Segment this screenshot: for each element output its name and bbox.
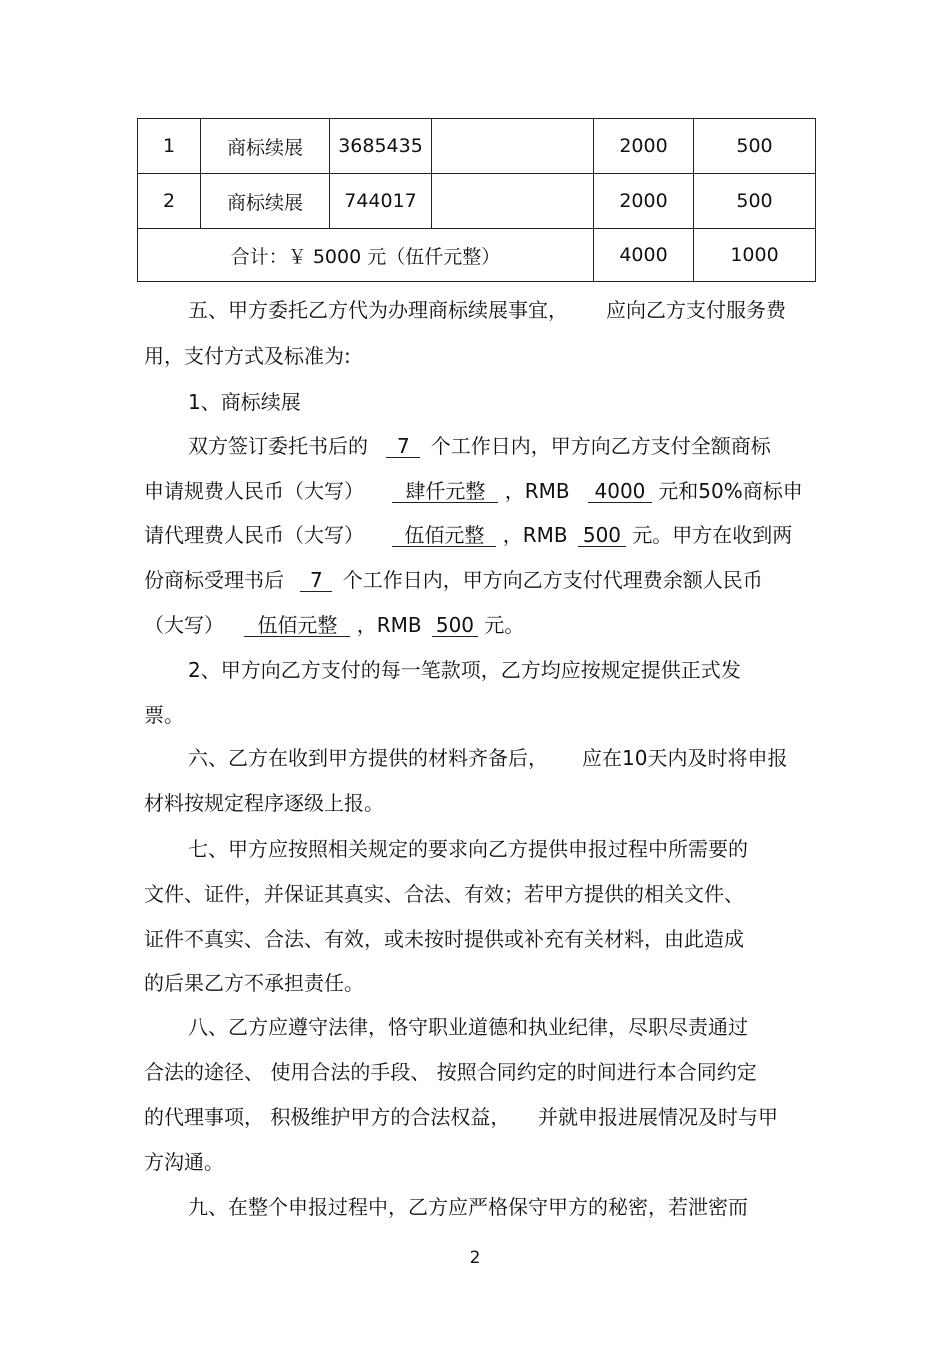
text-line: 合法的途径、 使用合法的手段、 按照合同约定的时间进行本合同约定 bbox=[144, 1060, 757, 1084]
table-total-row bbox=[138, 229, 816, 282]
text-run: 个工作日内，甲方向乙方支付代理费余额人民币 bbox=[342, 568, 763, 592]
text-run: 份商标受理书后 bbox=[144, 568, 284, 592]
text-line: 应向乙方支付服务费 bbox=[606, 298, 786, 322]
text-line: 五、甲方委托乙方代为办理商标续展事宜， bbox=[188, 298, 568, 322]
text-line: 票。 bbox=[144, 703, 184, 727]
cell-service-fee: 500 bbox=[694, 119, 816, 174]
cell-reg-no: 744017 bbox=[330, 174, 432, 229]
text-run: ，RMB bbox=[504, 479, 570, 503]
filled-blank-balance-words: 伍佰元整 bbox=[244, 614, 350, 637]
text-run: （大写） bbox=[144, 613, 224, 637]
text-line: 并就申报进展情况及时与甲 bbox=[538, 1105, 778, 1129]
filled-blank-fee-amount: 4000 bbox=[588, 480, 652, 503]
text-run: 元。甲方在收到两 bbox=[632, 523, 793, 547]
text-line: 文件、证件，并保证其真实、合法、有效；若甲方提供的相关文件、 bbox=[144, 882, 744, 906]
filled-blank-balance-amount: 500 bbox=[432, 614, 478, 637]
cell-blank bbox=[432, 119, 594, 174]
cell-no: 1 bbox=[138, 119, 201, 174]
text-line bbox=[144, 613, 524, 637]
text-run: 请代理费人民币（大写） bbox=[144, 523, 364, 547]
text-line: 材料按规定程序逐级上报。 bbox=[144, 791, 384, 815]
text-line bbox=[144, 568, 763, 592]
cell-reg-no: 3685435 bbox=[330, 119, 432, 174]
text-line: 证件不真实、合法、有效，或未按时提供或补充有关材料，由此造成 bbox=[144, 927, 744, 951]
filled-blank-service-amount: 500 bbox=[578, 524, 626, 547]
filled-blank-service-words: 伍佰元整 bbox=[392, 524, 496, 547]
cell-total-service-fee: 1000 bbox=[694, 229, 816, 282]
cell-item: 商标续展 bbox=[201, 119, 330, 174]
text-line bbox=[144, 523, 792, 547]
text-line: 2、甲方向乙方支付的每一笔款项，乙方均应按规定提供正式发 bbox=[188, 658, 741, 682]
filled-blank-fee-words: 肆仟元整 bbox=[392, 480, 498, 503]
text-line: 的代理事项， 积极维护甲方的合法权益， bbox=[144, 1105, 511, 1129]
text-run: 个工作日内，甲方向乙方支付全额商标 bbox=[430, 434, 771, 458]
text-run: ，RMB bbox=[356, 613, 422, 637]
cell-total-official-fee: 4000 bbox=[594, 229, 694, 282]
text-line: 方沟通。 bbox=[144, 1150, 224, 1174]
text-line bbox=[144, 479, 803, 503]
cell-official-fee: 2000 bbox=[594, 174, 694, 229]
text-line: 八、乙方应遵守法律，恪守职业道德和执业纪律，尽职尽责通过 bbox=[188, 1015, 748, 1039]
text-line: 七、甲方应按照相关规定的要求向乙方提供申报过程中所需要的 bbox=[188, 837, 748, 861]
table-row bbox=[138, 174, 816, 229]
filled-blank-days: 7 bbox=[386, 435, 420, 458]
text-line: 九、在整个申报过程中，乙方应严格保守甲方的秘密，若泄密而 bbox=[188, 1195, 748, 1219]
text-line: 的后果乙方不承担责任。 bbox=[144, 971, 364, 995]
cell-service-fee: 500 bbox=[694, 174, 816, 229]
cell-blank bbox=[432, 174, 594, 229]
text-line bbox=[188, 434, 771, 458]
subheading: 1、商标续展 bbox=[188, 390, 301, 414]
cell-official-fee: 2000 bbox=[594, 119, 694, 174]
cell-item: 商标续展 bbox=[201, 174, 330, 229]
text-line: 六、乙方在收到甲方提供的材料齐备后， bbox=[188, 746, 548, 770]
text-run: 申请规费人民币（大写） bbox=[144, 479, 364, 503]
cell-total-label: 合计：￥ 5000 元（伍仟元整） bbox=[138, 229, 594, 282]
page-number: 2 bbox=[469, 1248, 481, 1268]
text-run: ，RMB bbox=[502, 523, 568, 547]
filled-blank-days: 7 bbox=[300, 569, 332, 592]
cell-no: 2 bbox=[138, 174, 201, 229]
text-line: 应在10天内及时将申报 bbox=[582, 746, 788, 770]
fee-table bbox=[137, 118, 816, 282]
text-run: 元。 bbox=[484, 613, 525, 637]
text-run: 元和50%商标申 bbox=[658, 479, 803, 503]
text-run: 双方签订委托书后的 bbox=[188, 434, 368, 458]
table-row bbox=[138, 119, 816, 174]
text-line: 用，支付方式及标准为: bbox=[144, 344, 351, 368]
